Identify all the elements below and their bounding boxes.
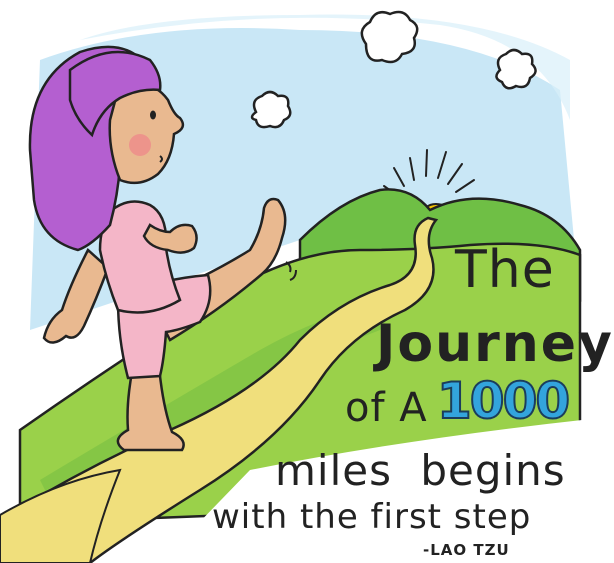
quote-line: miles begins [275,446,566,495]
quote-line: of A [345,385,428,431]
quote-author: -LAO TZU [423,541,510,559]
cloud-icon [496,50,535,88]
cloud-icon [252,92,290,127]
quote-line: The [455,240,555,300]
quote-line: with the first step [212,497,532,537]
quote-number: 1000 [437,372,569,430]
quote-line: Journey [376,314,614,374]
